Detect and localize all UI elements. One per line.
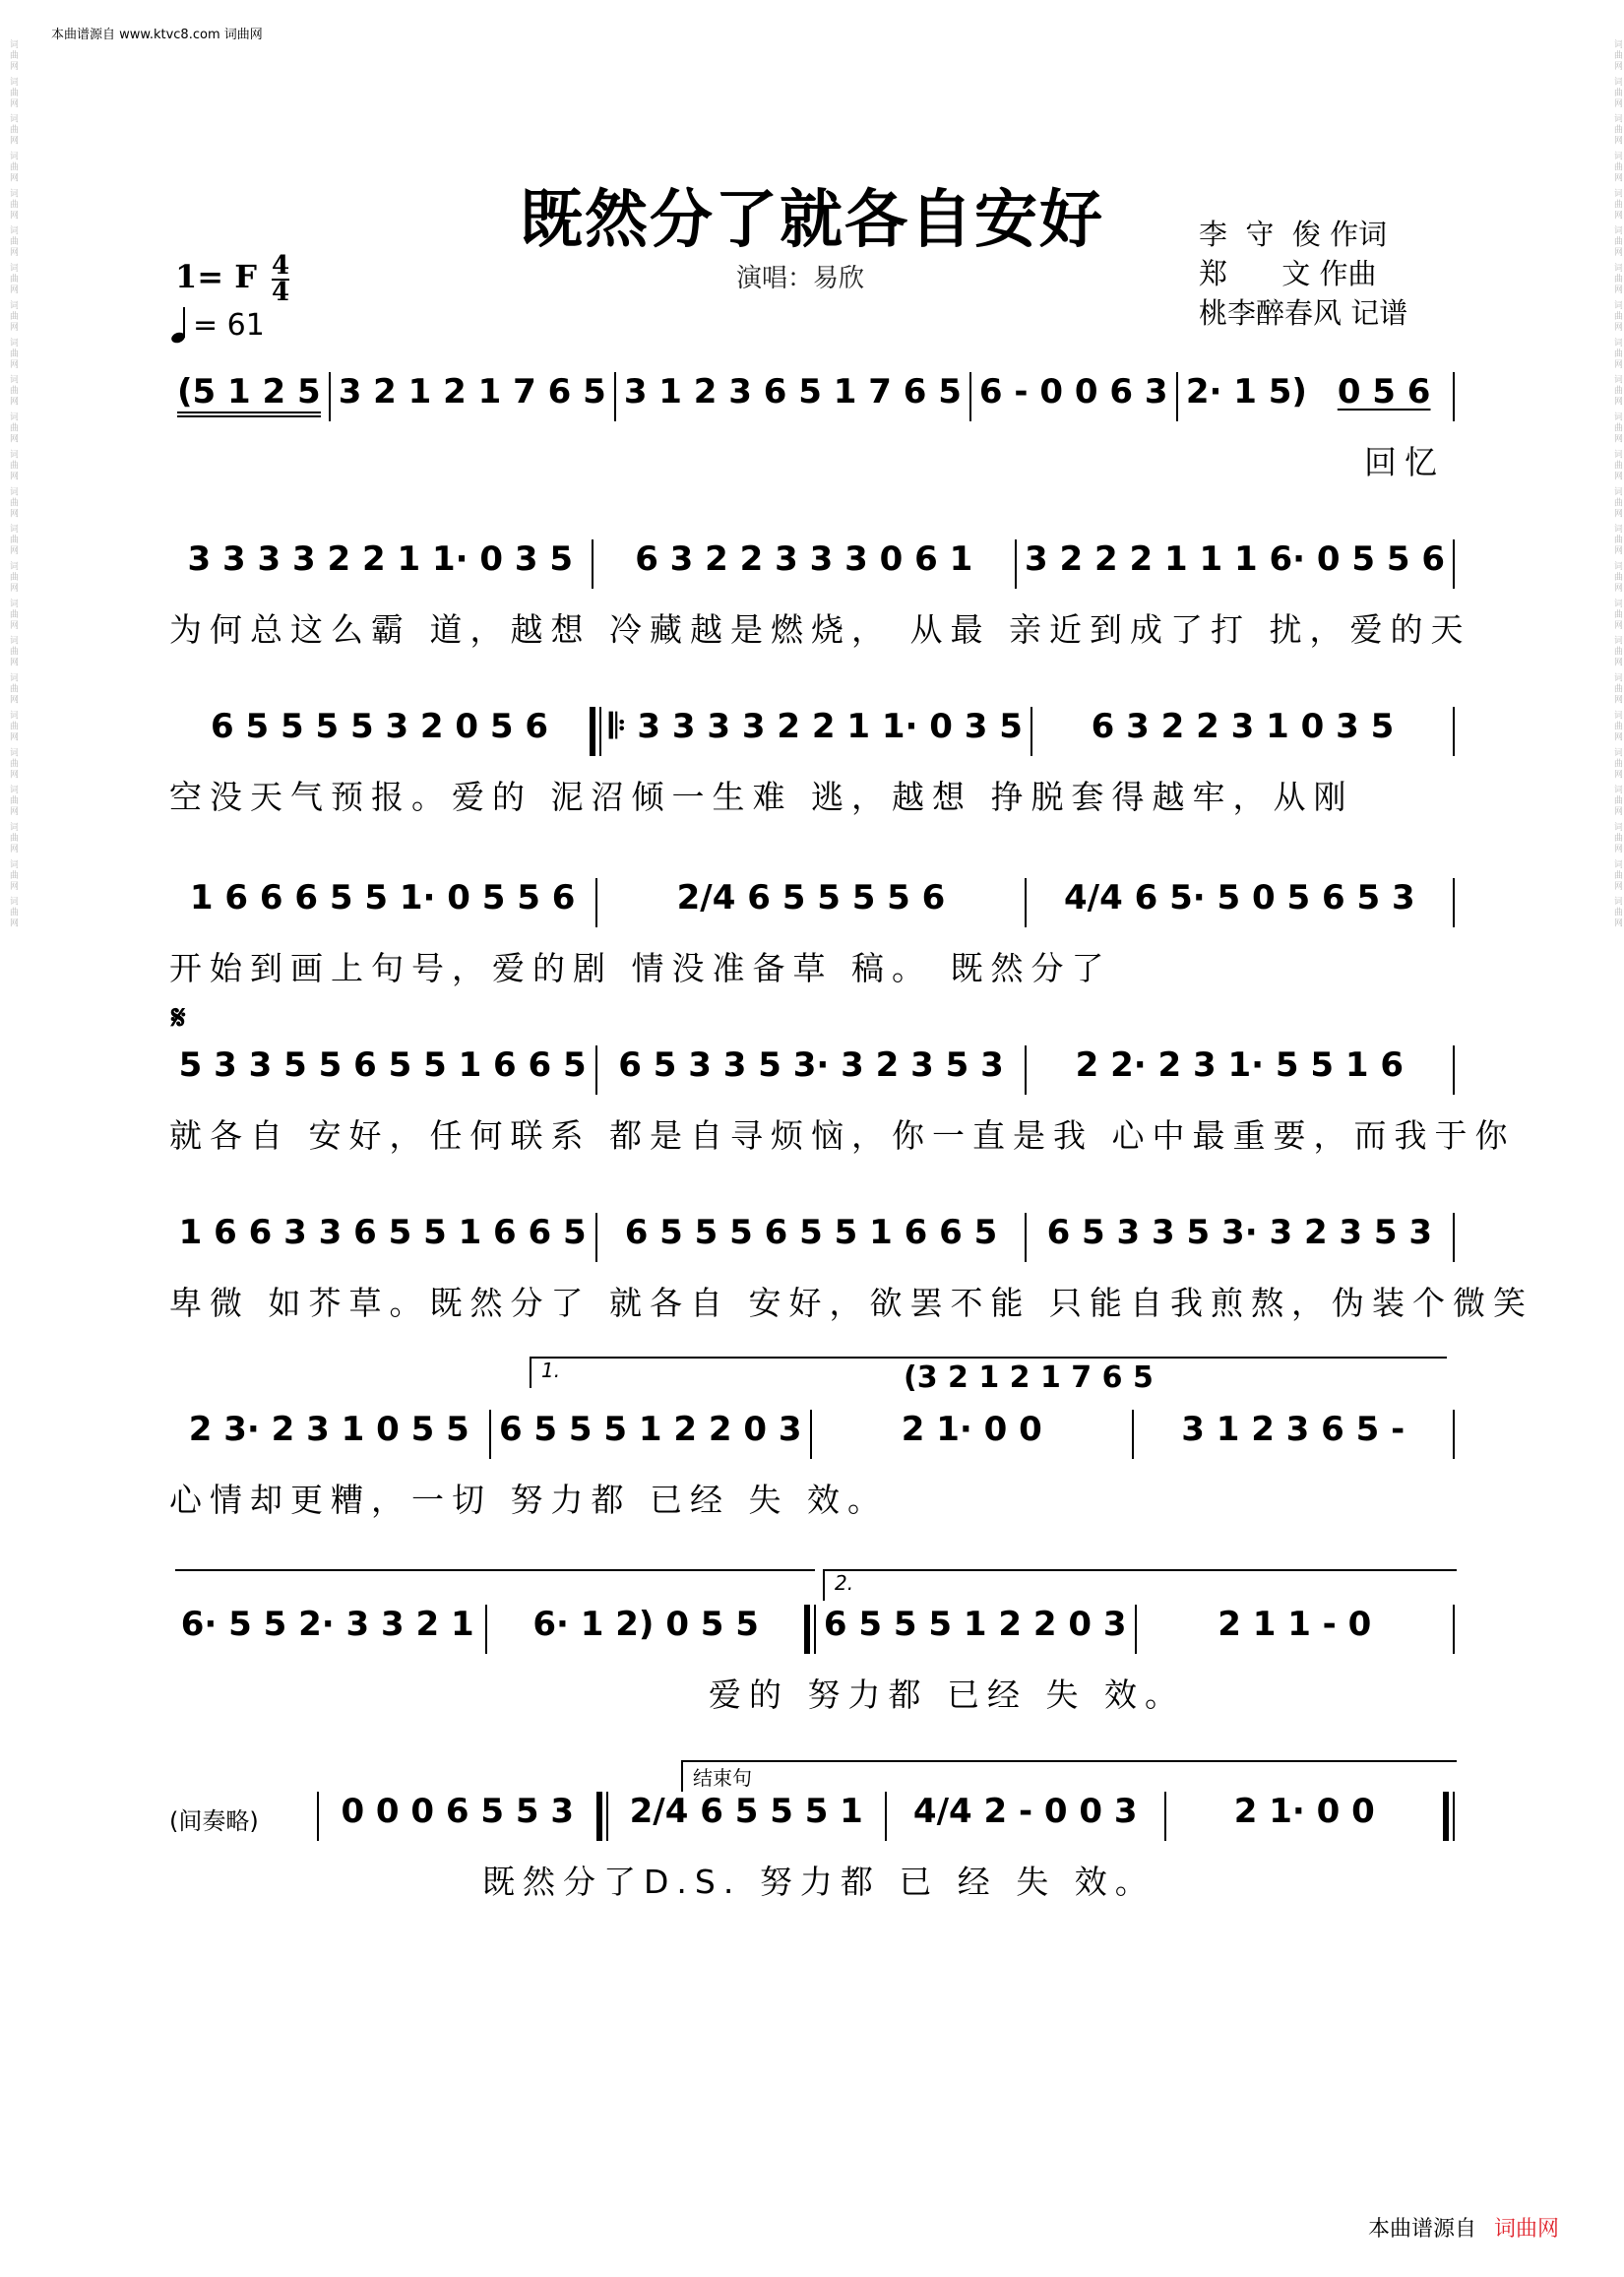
- bottom-source-label: 本曲谱源自: [1367, 2217, 1476, 2242]
- measure-notes: 2/4 6 5 5 5 5 6: [676, 878, 946, 917]
- volta-1-continuation: [175, 1569, 815, 1571]
- interlude-notes: (3 2 1 2 1 7 6 5: [904, 1360, 1154, 1395]
- measure-notes: 3 1 2 3 6 5 1 7 6 5: [623, 372, 962, 411]
- measure: [1166, 1792, 1444, 1831]
- score-system-2: [169, 539, 1471, 649]
- score-system-3: [169, 707, 1455, 816]
- measure-notes: 2 1 1 - 0: [1218, 1605, 1372, 1644]
- measure-notes: 6· 1 2) 0 5 5: [532, 1605, 759, 1644]
- lyrics-line: 为何总这么霸 道，越想 冷藏越是燃烧， 从最 亲近到成了打 扰，爱的天: [169, 610, 1471, 649]
- measure: [1027, 1213, 1453, 1252]
- measure: [597, 1045, 1024, 1085]
- notes-row: [317, 1792, 1455, 1847]
- measure-notes: 2 2· 2 3 1· 5 5 1 6: [1075, 1045, 1405, 1085]
- measure-notes: 3 1 2 3 6 5 -: [1181, 1410, 1405, 1449]
- measure-notes: 4/4 2 - 0 0 3: [912, 1792, 1138, 1831]
- measure: [887, 1792, 1164, 1831]
- barline: [1453, 1410, 1455, 1459]
- score-system-7: [169, 1360, 1455, 1519]
- measure-notes: 1 6 6 6 5 5 1· 0 5 5 6: [189, 878, 576, 917]
- lyrics-line: 卑微 如芥草。既然分了 就各自 安好，欲罢不能 只能自我煎熬，伪装个微笑: [169, 1284, 1533, 1322]
- bottom-source: [1368, 2212, 1559, 2243]
- measure-notes: 5 3 3 5 5 6 5 5 1 6 6 5: [178, 1045, 587, 1085]
- interlude-omitted-label: (间奏略): [169, 1807, 259, 1835]
- song-title: 既然分了就各自安好: [520, 183, 1104, 257]
- volta-2-bracket: 2.: [823, 1569, 1457, 1601]
- measure: [169, 1410, 489, 1449]
- notes-row: [169, 1605, 1455, 1660]
- lyrics-line: 回忆: [1364, 443, 1445, 481]
- measure-notes: 2 3· 2 3 1 0 5 5: [188, 1410, 469, 1449]
- transcriber: 桃李醉春风 记谱: [1199, 296, 1408, 330]
- measure: [597, 878, 1024, 917]
- measure: [601, 707, 1031, 746]
- notes-row: [169, 1410, 1455, 1465]
- measure-notes: (5 1 2 5: [177, 372, 321, 417]
- key-signature: 1= F: [175, 258, 257, 295]
- measure-notes: 4/4 6 5· 5 0 5 6 5 3: [1064, 878, 1415, 917]
- measure: [593, 539, 1016, 579]
- notes-row: [169, 878, 1455, 933]
- repeat-end-barline: [804, 1605, 816, 1654]
- measure: [331, 372, 614, 411]
- lyricist: 李 守 俊 作词: [1199, 218, 1388, 251]
- measure: [816, 1605, 1135, 1644]
- measure-notes: 0 5 6: [1337, 372, 1431, 411]
- measure-notes: 3 2 1 2 1 7 6 5: [338, 372, 606, 411]
- barline: [1453, 1605, 1455, 1654]
- coda-bracket: 结束句: [681, 1760, 1457, 1792]
- score-system-8: [169, 1605, 1455, 1714]
- measure: [971, 372, 1176, 411]
- measure-notes: 2/4 6 5 5 5 1: [629, 1792, 863, 1831]
- measure: [169, 1605, 485, 1644]
- notes-row: [169, 539, 1455, 595]
- quarter-note-icon: [171, 307, 187, 343]
- tempo-value: = 61: [193, 307, 265, 343]
- score-system-1: [169, 372, 1455, 481]
- measure: [169, 707, 590, 746]
- measure-notes: 2 1· 0 0: [1233, 1792, 1375, 1831]
- measure-notes: 6 - 0 0 6 3: [978, 372, 1168, 411]
- measure-notes: 6 5 5 5 5 3 2 0 5 6: [210, 707, 549, 746]
- measure: [1134, 1410, 1454, 1449]
- barline: [1453, 707, 1455, 756]
- score-system-5: [169, 998, 1516, 1155]
- score-system-6: [169, 1213, 1533, 1322]
- measure-notes: 2· 1 5): [1185, 372, 1307, 411]
- barline: [1453, 1045, 1455, 1095]
- composer: 郑 文 作曲: [1199, 257, 1377, 290]
- measure: [169, 539, 592, 579]
- measure: [1137, 1605, 1453, 1644]
- notes-row: [169, 372, 1455, 427]
- measure: [1178, 372, 1316, 411]
- time-bottom: 4: [272, 277, 290, 307]
- time-signature: [272, 251, 290, 307]
- measure-notes: 6 5 5 5 1 2 2 0 3: [823, 1605, 1127, 1644]
- measure: [169, 372, 329, 417]
- measure: [169, 1045, 595, 1085]
- side-watermark-left: 词曲网 词曲网 词曲网 词曲网 词曲网 词曲网 词曲网 词曲网 词曲网 词曲网 词曲网 词曲网 词曲网 词曲网 词曲网 词曲网 词曲网 词曲网 词曲网 词曲网 词曲网 词曲网 词曲网 词曲网: [8, 39, 18, 929]
- measure: [608, 1792, 886, 1831]
- measure-notes: 𝄆 3 3 3 3 2 2 1 1· 0 3 5: [609, 707, 1023, 746]
- side-watermark-right: 词曲网 词曲网 词曲网 词曲网 词曲网 词曲网 词曲网 词曲网 词曲网 词曲网 词曲网 词曲网 词曲网 词曲网 词曲网 词曲网 词曲网 词曲网 词曲网 词曲网 词曲网 词曲网 词曲网 词曲网: [1612, 39, 1622, 929]
- barline: [1453, 878, 1455, 927]
- measure: [1017, 539, 1453, 579]
- barline: [1453, 1213, 1455, 1262]
- measure: [319, 1792, 596, 1831]
- measure: [169, 1213, 595, 1252]
- barline: [1453, 372, 1455, 421]
- measure-notes: 6 5 5 5 1 2 2 0 3: [498, 1410, 802, 1449]
- measure: [1027, 1045, 1453, 1085]
- measure-notes: 3 2 2 2 1 1 1 6· 0 5 5 6: [1025, 539, 1446, 579]
- measure: [1027, 878, 1453, 917]
- notes-row: [169, 1213, 1455, 1268]
- notes-row: [169, 707, 1455, 762]
- source-watermark: 本曲谱源自 www.ktvc8.com 词曲网: [51, 28, 263, 42]
- measure: [169, 878, 595, 917]
- measure-notes: 6 3 2 2 3 3 3 0 6 1: [635, 539, 973, 579]
- score-system-9: [169, 1792, 1455, 1901]
- measure-notes: 6· 5 5 2· 3 3 2 1: [180, 1605, 474, 1644]
- lyrics-line: 就各自 安好，任何联系 都是自寻烦恼，你一直是我 心中最重要，而我于你: [169, 1116, 1516, 1155]
- lyrics-line: 爱的 努力都 已经 失 效。: [709, 1676, 1185, 1714]
- tempo: [171, 307, 265, 343]
- segno-sign: 𝄋: [171, 998, 186, 1038]
- barline: [1453, 539, 1455, 589]
- credits: [1199, 215, 1407, 333]
- measure: [812, 1410, 1132, 1449]
- measure: [616, 372, 969, 411]
- lyrics-line: 既然分了D.S. 努力都 已 经 失 效。: [482, 1863, 1156, 1901]
- lyrics-line: 心情却更糟，一切 努力都 已经 失 效。: [169, 1481, 888, 1519]
- double-barline: [596, 1792, 608, 1841]
- time-top: 4: [272, 251, 290, 281]
- singer: 演唱：易欣: [736, 264, 865, 293]
- measure: [597, 1213, 1024, 1252]
- measure: [487, 1605, 803, 1644]
- bottom-source-site: 词曲网: [1493, 2217, 1559, 2242]
- measure-notes: 6 5 3 3 5 3· 3 2 3 5 3: [1046, 1213, 1433, 1252]
- measure: [491, 1410, 811, 1449]
- repeat-start-barline: [590, 707, 601, 756]
- score-system-4: [169, 878, 1455, 987]
- measure: [1315, 372, 1453, 411]
- measure-notes: 6 5 5 5 6 5 5 1 6 6 5: [624, 1213, 998, 1252]
- measure-notes: 6 5 3 3 5 3· 3 2 3 5 3: [618, 1045, 1004, 1085]
- volta-1-bracket: 1.: [530, 1357, 1447, 1388]
- measure-notes: 0 0 0 6 5 5 3: [341, 1792, 575, 1831]
- final-barline: [1443, 1792, 1455, 1841]
- measure-notes: 6 3 2 2 3 1 0 3 5: [1091, 707, 1395, 746]
- lyrics-line: 空没天气预报。爱的 泥沼倾一生难 逃，越想 挣脱套得越牢，从刚: [169, 778, 1354, 816]
- measure-notes: 2 1· 0 0: [901, 1410, 1042, 1449]
- measure-notes: 1 6 6 3 3 6 5 5 1 6 6 5: [178, 1213, 587, 1252]
- measure-notes: 3 3 3 3 2 2 1 1· 0 3 5: [187, 539, 573, 579]
- lyrics-line: 开始到画上句号，爱的剧 情没准备草 稿。 既然分了: [169, 949, 1112, 987]
- notes-row: [169, 1045, 1455, 1101]
- measure: [1032, 707, 1453, 746]
